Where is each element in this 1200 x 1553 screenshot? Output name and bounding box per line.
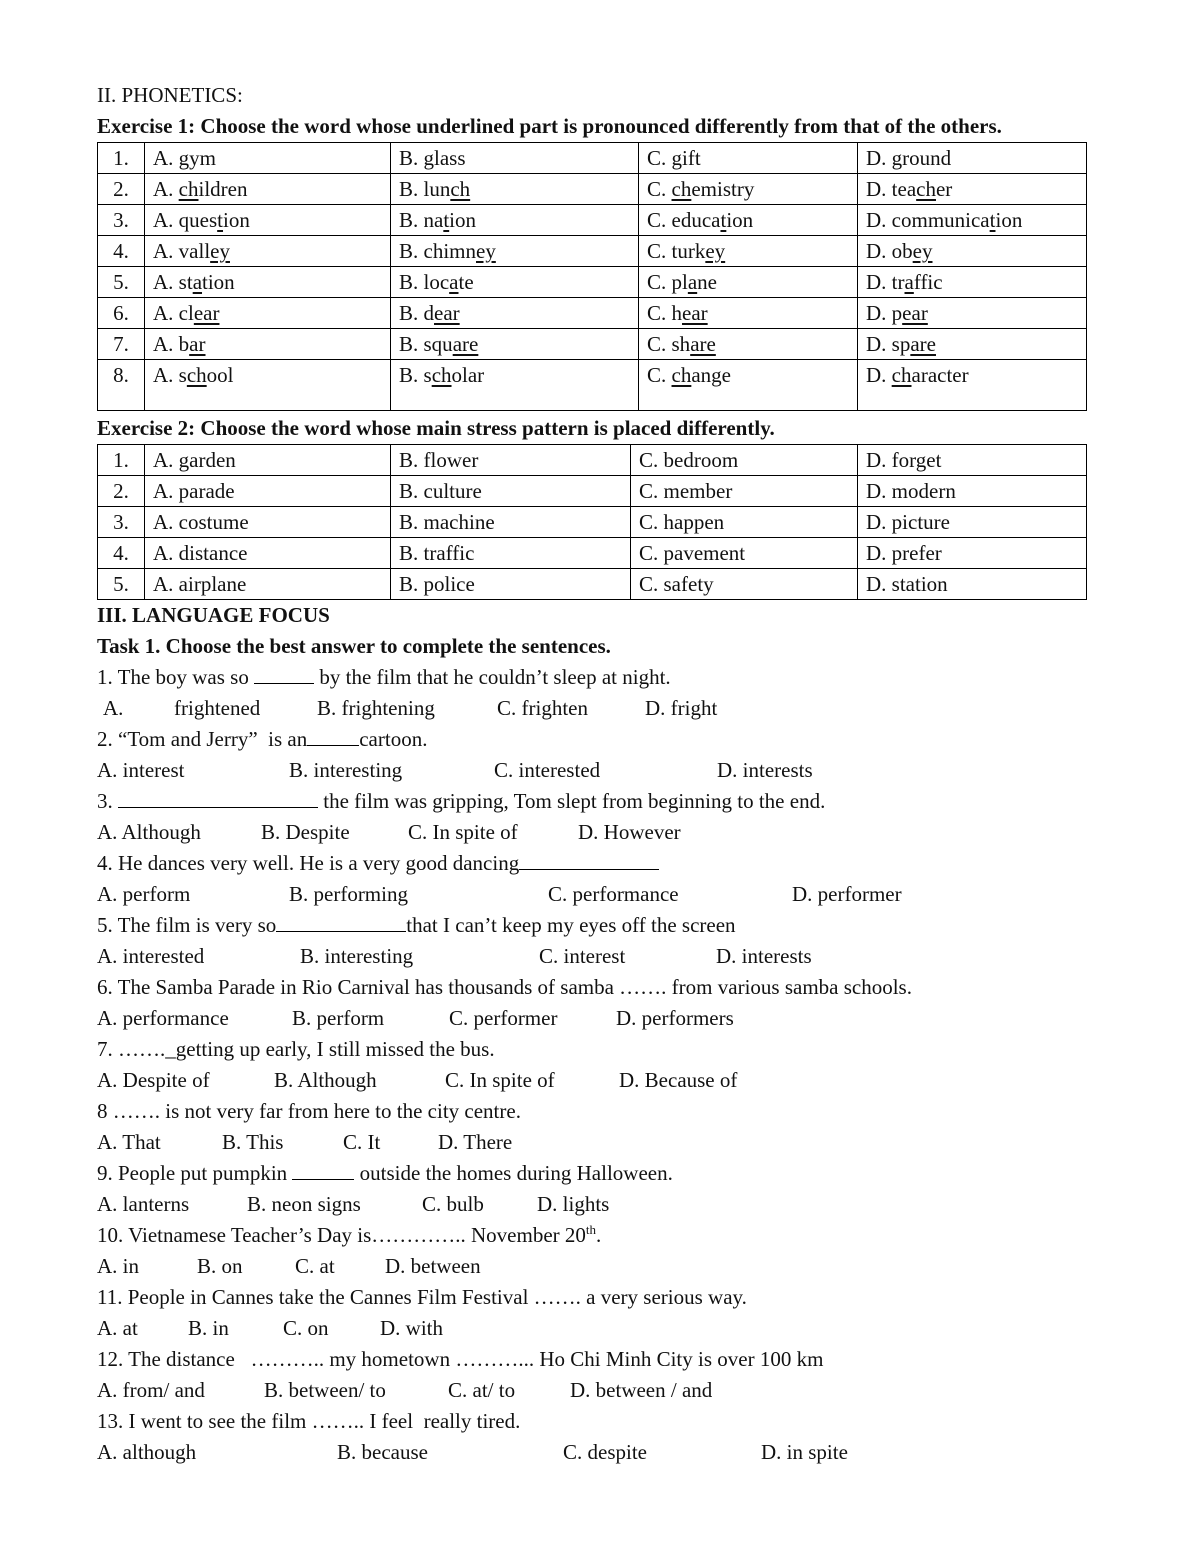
option-text: D. tr [866, 270, 905, 294]
worksheet-page [97, 80, 1097, 1468]
answer-option[interactable]: C. In spite of [445, 1068, 555, 1092]
answer-option[interactable]: B. perform [292, 1006, 385, 1030]
answer-option[interactable]: D. with [380, 1316, 443, 1340]
answer-option[interactable]: C. frighten [497, 696, 588, 720]
question-part: 7. ……._getting up early, I still missed the bus. [97, 1037, 495, 1061]
table-row [98, 360, 1087, 411]
option-text: A. [153, 146, 179, 170]
answer-option[interactable]: A. in [97, 1254, 139, 1278]
answer-option[interactable]: C. performance [548, 882, 679, 906]
question-part: 1. The boy was so [97, 665, 255, 689]
answer-option[interactable]: D. station [858, 569, 1087, 600]
answer-blank[interactable] [307, 727, 359, 746]
answer-option[interactable] [145, 298, 391, 329]
question-text [97, 1034, 1097, 1065]
answer-option[interactable]: C. happen [631, 507, 858, 538]
answer-option[interactable]: A. although [97, 1440, 197, 1464]
question-text [97, 972, 1097, 1003]
answer-options [97, 1003, 1097, 1034]
answer-options [97, 879, 1097, 910]
answer-option[interactable]: C. member [631, 476, 858, 507]
answer-option[interactable]: B. between/ to [264, 1378, 386, 1402]
answer-option[interactable] [391, 143, 639, 174]
option-text: D. tea [866, 177, 917, 201]
answer-option[interactable]: B. on [197, 1254, 243, 1278]
underlined-part: ar [189, 332, 206, 356]
option-text: ool [206, 363, 234, 387]
option-text: olar [451, 363, 485, 387]
answer-option[interactable]: D. in spite [761, 1440, 848, 1464]
underlined-part: g [178, 146, 190, 170]
question-part: 3. [97, 789, 118, 813]
row-number: 7. [98, 329, 145, 360]
answer-option[interactable] [145, 267, 391, 298]
answer-option[interactable] [145, 329, 391, 360]
option-text: lass [434, 146, 466, 170]
row-number: 8. [98, 360, 145, 411]
answer-option[interactable]: A. parade [145, 476, 391, 507]
question-text [97, 1406, 1097, 1437]
answer-option[interactable]: A. distance [145, 538, 391, 569]
answer-option[interactable] [858, 267, 1087, 298]
underlined-part: t [443, 208, 450, 232]
answer-option[interactable] [391, 267, 639, 298]
answer-option[interactable] [145, 143, 391, 174]
option-text: C. sh [647, 332, 691, 356]
underlined-part: g [891, 146, 903, 170]
question-part: . [596, 1223, 602, 1247]
answer-option[interactable] [391, 236, 639, 267]
question-part: the film was gripping, Tom slept from beginning to the end. [318, 789, 826, 813]
table-row [98, 236, 1087, 267]
answer-option[interactable]: B. culture [391, 476, 631, 507]
option-text: C. h [647, 301, 683, 325]
answer-option[interactable] [858, 236, 1087, 267]
table-row [98, 205, 1087, 236]
answer-option[interactable]: D. interests [717, 758, 813, 782]
answer-option[interactable] [391, 174, 639, 205]
answer-option[interactable]: B. Despite [261, 820, 350, 844]
answer-options [97, 817, 1097, 848]
row-number: 4. [98, 538, 145, 569]
option-text: emistry [691, 177, 755, 201]
option-text: tion [202, 270, 235, 294]
option-text: ion [995, 208, 1023, 232]
answer-option[interactable]: C. at/ to [448, 1378, 516, 1402]
answer-option[interactable]: C. bedroom [631, 445, 858, 476]
answer-option[interactable]: D. interests [716, 944, 812, 968]
option-text: C. [647, 146, 672, 170]
question-text [97, 1158, 1097, 1189]
answer-option[interactable]: B. police [391, 569, 631, 600]
underlined-part: ch [178, 177, 199, 201]
option-text: B. s [399, 363, 432, 387]
row-number: 2. [98, 476, 145, 507]
answer-option[interactable]: B. interesting [300, 944, 414, 968]
question-text [97, 1220, 1097, 1251]
answer-option[interactable] [858, 360, 1087, 411]
section-heading-phonetics: II. PHONETICS: [97, 83, 243, 107]
question-part: 9. People put pumpkin [97, 1161, 293, 1185]
answer-option[interactable]: B. This [222, 1130, 284, 1154]
superscript: th [585, 1222, 597, 1237]
exercise1-title: Exercise 1: Choose the word whose underlined part is pronounced differently from that of the others. [97, 114, 1002, 138]
answer-option[interactable]: A. performance [97, 1006, 229, 1030]
row-number: 6. [98, 298, 145, 329]
answer-option[interactable]: D. fright [645, 696, 718, 720]
underlined-part: ey [912, 239, 933, 263]
answer-option[interactable]: D. However [578, 820, 681, 844]
answer-options [97, 1375, 1097, 1406]
option-text: te [458, 270, 474, 294]
answer-option[interactable]: B. machine [391, 507, 631, 538]
table-row [98, 538, 1087, 569]
option-text: D. p [866, 301, 903, 325]
option-text: C. educa [647, 208, 721, 232]
answer-option[interactable]: C. It [343, 1130, 381, 1154]
option-text: A. s [153, 363, 187, 387]
option-text: A. ques [153, 208, 218, 232]
answer-option[interactable] [391, 298, 639, 329]
answer-option[interactable]: D. between [385, 1254, 481, 1278]
option-text: D. sp [866, 332, 911, 356]
option-text: B. d [399, 301, 435, 325]
table-row [98, 298, 1087, 329]
table-row [98, 569, 1087, 600]
option-text: C. pl [647, 270, 688, 294]
answer-option[interactable] [391, 329, 639, 360]
answer-option[interactable]: D. picture [858, 507, 1087, 538]
question-part: 5. The film is very so [97, 913, 277, 937]
underlined-part: are [690, 332, 716, 356]
question-part: that I can’t keep my eyes off the screen [406, 913, 736, 937]
option-text: aracter [911, 363, 969, 387]
answer-option[interactable]: A. [103, 696, 124, 720]
table-row [98, 329, 1087, 360]
underlined-part: a [449, 270, 459, 294]
underlined-part: ear [434, 301, 460, 325]
answer-option[interactable] [858, 329, 1087, 360]
answer-option[interactable]: B. neon signs [247, 1192, 361, 1216]
answer-blank[interactable] [118, 789, 318, 808]
question-part: outside the homes during Halloween. [354, 1161, 673, 1185]
option-text: ildren [198, 177, 248, 201]
answer-option[interactable]: A. costume [145, 507, 391, 538]
answer-option[interactable]: D. There [438, 1130, 513, 1154]
option-text: ion [726, 208, 754, 232]
option-text: ffic [913, 270, 943, 294]
underlined-part: ch [671, 177, 692, 201]
option-text: ange [691, 363, 731, 387]
option-text: A. b [153, 332, 190, 356]
answer-option[interactable] [639, 329, 858, 360]
option-text: A. st [153, 270, 193, 294]
question-part: 8 ……. is not very far from here to the city centre. [97, 1099, 521, 1123]
question-part: 10. Vietnamese Teacher’s Day is………….. November 20 [97, 1223, 586, 1247]
underlined-part: g [423, 146, 435, 170]
option-text: C. [647, 177, 672, 201]
underlined-part: ch [916, 177, 936, 201]
answer-option[interactable]: B. because [337, 1440, 428, 1464]
option-text: D. communica [866, 208, 990, 232]
answer-option[interactable]: D. modern [858, 476, 1087, 507]
answer-option[interactable]: A. at [97, 1316, 138, 1340]
answer-option[interactable] [639, 174, 858, 205]
underlined-part: a [687, 270, 698, 294]
option-text: C. turk [647, 239, 706, 263]
answer-option[interactable]: C. on [283, 1316, 329, 1340]
option-text: D. [866, 363, 892, 387]
answer-option[interactable]: C. In spite of [408, 820, 518, 844]
answer-option[interactable] [145, 360, 391, 411]
answer-options [97, 1313, 1097, 1344]
option-text: B. lun [399, 177, 451, 201]
underlined-part: t [217, 208, 224, 232]
underlined-part: are [910, 332, 936, 356]
answer-option[interactable] [858, 298, 1087, 329]
answer-option[interactable]: A. airplane [145, 569, 391, 600]
option-text: A. [153, 177, 179, 201]
answer-option[interactable]: A. interested [97, 944, 205, 968]
underlined-part: ch [431, 363, 452, 387]
answer-option[interactable]: B. flower [391, 445, 631, 476]
answer-option[interactable] [639, 143, 858, 174]
option-text: D. [866, 146, 892, 170]
answer-option[interactable]: B. performing [289, 882, 408, 906]
underlined-part: ey [476, 239, 496, 263]
answer-option[interactable]: D. forget [858, 445, 1087, 476]
answer-option[interactable]: C. at [295, 1254, 335, 1278]
answer-option[interactable]: C. interested [494, 758, 601, 782]
underlined-part: t [989, 208, 996, 232]
answer-option[interactable] [639, 298, 858, 329]
underlined-part: ch [891, 363, 912, 387]
answer-option[interactable]: D. performer [792, 882, 902, 906]
option-text: B. chimn [399, 239, 476, 263]
answer-option[interactable]: B. Although [274, 1068, 377, 1092]
table-row [98, 476, 1087, 507]
answer-option[interactable]: A. Although [97, 820, 201, 844]
answer-option[interactable]: B. interesting [289, 758, 403, 782]
question-text [97, 662, 1097, 693]
question-text [97, 1344, 1097, 1375]
underlined-part: ear [682, 301, 708, 325]
question-part: 4. He dances very well. He is a very good dancing [97, 851, 520, 875]
question-text [97, 786, 1097, 817]
answer-blank[interactable] [519, 851, 659, 870]
underlined-part: a [904, 270, 914, 294]
question-text [97, 724, 1097, 755]
answer-blank[interactable] [276, 913, 406, 932]
option-text: D. ob [866, 239, 913, 263]
question-part: cartoon. [359, 727, 428, 751]
exercise2-title: Exercise 2: Choose the word whose main stress pattern is placed differently. [97, 416, 775, 440]
exercise1-table [97, 142, 1087, 411]
answer-option[interactable]: B. in [188, 1316, 229, 1340]
question-text [97, 1096, 1097, 1127]
row-number: 5. [98, 569, 145, 600]
exercise2-table [97, 444, 1087, 600]
option-text: round [902, 146, 952, 170]
answer-option[interactable] [639, 267, 858, 298]
underlined-part: ch [450, 177, 471, 201]
answer-option[interactable]: C. bulb [422, 1192, 484, 1216]
row-number: 3. [98, 205, 145, 236]
answer-options [97, 1251, 1097, 1282]
questions-list [97, 662, 1097, 1468]
option-text: ift [682, 146, 701, 170]
option-text: B. [399, 146, 424, 170]
answer-option[interactable]: A. Despite of [97, 1068, 210, 1092]
row-number: 5. [98, 267, 145, 298]
answer-option[interactable]: D. lights [537, 1192, 610, 1216]
answer-option[interactable]: D. between / and [570, 1378, 713, 1402]
answer-option[interactable] [145, 236, 391, 267]
option-text: B. squ [399, 332, 453, 356]
answer-options [97, 755, 1097, 786]
answer-options [97, 693, 1097, 724]
answer-option[interactable] [145, 174, 391, 205]
underlined-part: a [192, 270, 203, 294]
section-heading-language-focus: III. LANGUAGE FOCUS [97, 603, 330, 627]
option-text: B. na [399, 208, 444, 232]
answer-option[interactable] [145, 205, 391, 236]
underlined-part: ch [186, 363, 207, 387]
question-text [97, 910, 1097, 941]
row-number: 1. [98, 143, 145, 174]
answer-option[interactable]: D. performers [616, 1006, 734, 1030]
answer-option[interactable] [639, 236, 858, 267]
answer-options [97, 941, 1097, 972]
option-text: A. cl [153, 301, 194, 325]
underlined-part: ey [705, 239, 726, 263]
answer-options [97, 1065, 1097, 1096]
underlined-part: are [452, 332, 479, 356]
underlined-part: ey [210, 239, 230, 263]
row-number: 3. [98, 507, 145, 538]
underlined-part: t [720, 208, 727, 232]
answer-option[interactable]: C. performer [449, 1006, 558, 1030]
answer-option[interactable]: A. from/ and [97, 1378, 205, 1402]
task1-title: Task 1. Choose the best answer to complete the sentences. [97, 634, 611, 658]
option-text: ion [223, 208, 250, 232]
underlined-part: ch [671, 363, 692, 387]
row-number: 4. [98, 236, 145, 267]
answer-option[interactable]: C. despite [563, 1440, 647, 1464]
answer-option[interactable]: A. That [97, 1130, 161, 1154]
question-part: 11. People in Cannes take the Cannes Film Festival ……. a very serious way. [97, 1285, 747, 1309]
question-part: 13. I went to see the film …….. I feel really tired. [97, 1409, 521, 1433]
answer-blank[interactable] [292, 1161, 354, 1180]
answer-option[interactable]: frightened [174, 696, 261, 720]
answer-option[interactable] [391, 360, 639, 411]
option-text: B. loc [399, 270, 450, 294]
answer-option[interactable]: A. perform [97, 882, 191, 906]
answer-option[interactable]: C. safety [631, 569, 858, 600]
answer-option[interactable]: C. pavement [631, 538, 858, 569]
answer-option[interactable]: C. interest [539, 944, 626, 968]
answer-option[interactable]: A. interest [97, 758, 185, 782]
underlined-part: g [671, 146, 683, 170]
table-row [98, 267, 1087, 298]
option-text: A. vall [153, 239, 211, 263]
answer-blank[interactable] [254, 665, 314, 684]
question-part: 12. The distance ……….. my hometown ………... Ho Chi Minh City is over 100 km [97, 1347, 824, 1371]
answer-options [97, 1189, 1097, 1220]
answer-option[interactable]: B. traffic [391, 538, 631, 569]
answer-option[interactable]: A. garden [145, 445, 391, 476]
answer-option[interactable]: D. Because of [619, 1068, 738, 1092]
option-text: er [935, 177, 953, 201]
answer-option[interactable]: A. lanterns [97, 1192, 190, 1216]
answer-options [97, 1127, 1097, 1158]
table-row [98, 445, 1087, 476]
answer-option[interactable] [639, 360, 858, 411]
table-row [98, 507, 1087, 538]
answer-option[interactable] [391, 205, 639, 236]
table-row [98, 174, 1087, 205]
option-text: ne [697, 270, 717, 294]
answer-options [97, 1437, 1097, 1468]
row-number: 1. [98, 445, 145, 476]
answer-option[interactable]: D. prefer [858, 538, 1087, 569]
question-text [97, 1282, 1097, 1313]
row-number: 2. [98, 174, 145, 205]
question-part: 2. “Tom and Jerry” is an [97, 727, 308, 751]
underlined-part: ear [902, 301, 928, 325]
table-row [98, 143, 1087, 174]
question-part: by the film that he couldn’t sleep at night. [314, 665, 671, 689]
underlined-part: ear [193, 301, 220, 325]
option-text: ym [189, 146, 217, 170]
question-text [97, 848, 1097, 879]
answer-option[interactable]: B. frightening [317, 696, 435, 720]
option-text: ion [449, 208, 477, 232]
answer-option[interactable] [858, 174, 1087, 205]
answer-option[interactable] [639, 205, 858, 236]
option-text: C. [647, 363, 672, 387]
answer-option[interactable] [858, 205, 1087, 236]
question-part: 6. The Samba Parade in Rio Carnival has thousands of samba ……. from various samba schools. [97, 975, 912, 999]
answer-option[interactable] [858, 143, 1087, 174]
